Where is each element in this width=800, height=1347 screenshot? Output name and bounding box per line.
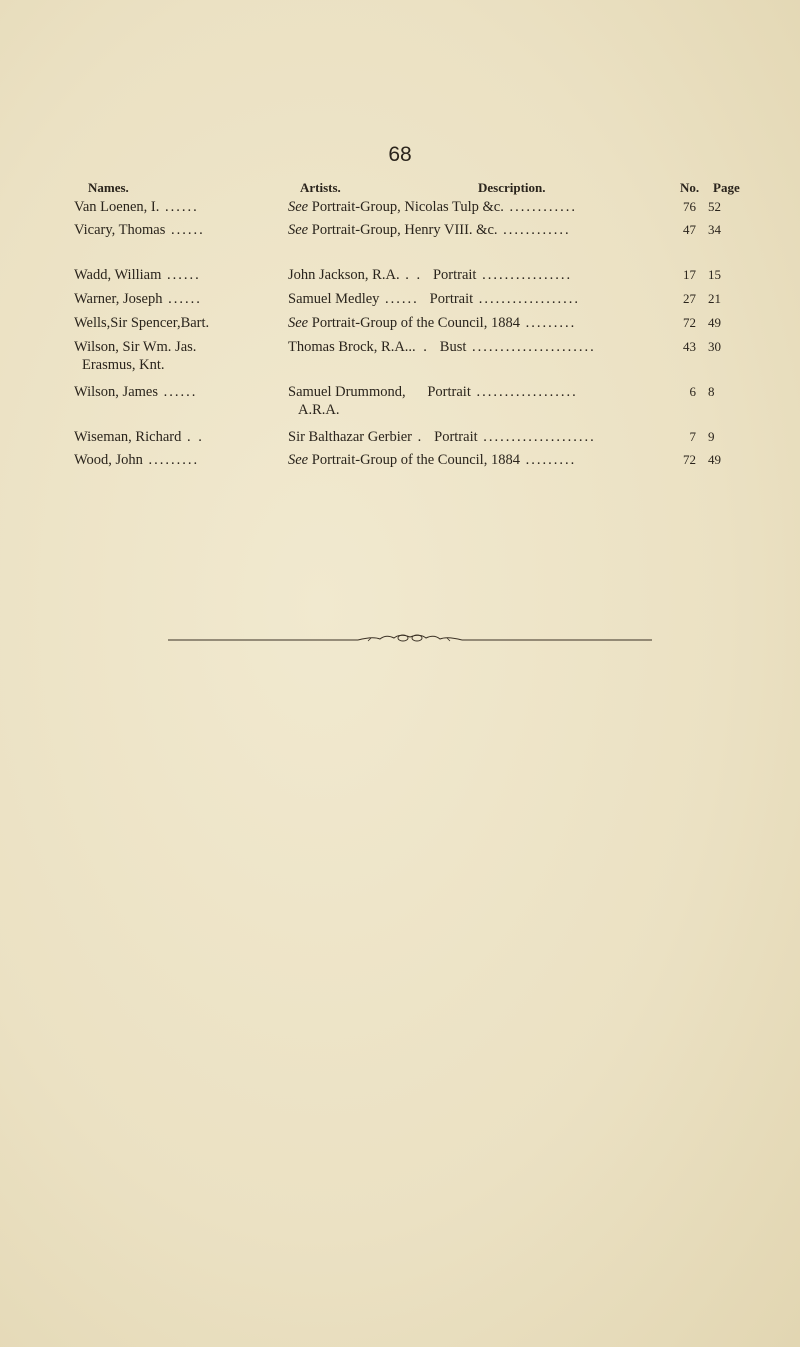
entry-name: Wilson, James [74, 384, 158, 400]
leader-dots: ...... [159, 199, 199, 215]
entry-artist: John Jackson, R.A. [288, 267, 400, 283]
table-row [0, 338, 800, 374]
header-names: Names. [88, 180, 129, 195]
leader-dots: .................. [473, 291, 581, 307]
entry-name: Warner, Joseph [74, 291, 163, 307]
entry-no: 6 [689, 384, 696, 399]
entry-artist: Samuel Medley [288, 291, 380, 307]
entry-description: Portrait [429, 267, 477, 283]
see-reference: See [288, 222, 309, 238]
entry-name: Van Loenen, I. [74, 199, 160, 215]
leader-dots: ...... [379, 291, 419, 307]
entry-no: 72 [683, 315, 696, 330]
entry-artist: Samuel Drummond, [288, 384, 406, 400]
leader-dots: . . [399, 267, 423, 283]
entry-name-continued: Erasmus, Knt. [82, 357, 165, 373]
leader-dots: ............ [497, 222, 571, 238]
entry-name: Wiseman, Richard [74, 429, 182, 445]
column-headers [0, 180, 800, 200]
header-no: No. [680, 180, 700, 195]
leader-dots: ......... [519, 452, 577, 468]
table-row [0, 383, 800, 419]
entry-no: 47 [683, 222, 696, 237]
entry-no: 7 [689, 429, 696, 444]
entry-description: Portrait-Group of the Council, 1884 [308, 315, 520, 331]
see-reference: See [288, 452, 309, 468]
entry-no: 72 [683, 452, 696, 467]
leader-dots: ............ [503, 199, 577, 215]
entry-no: 27 [683, 291, 696, 306]
entry-name: Wood, John [74, 452, 143, 468]
leader-dots: ...... [165, 222, 205, 238]
entry-page: 8 [708, 384, 715, 399]
leader-dots: . . [412, 339, 429, 355]
leader-dots: ......... [519, 315, 577, 331]
entry-no: 43 [683, 339, 696, 354]
entry-artist: Thomas Brock, R.A.. [288, 339, 413, 355]
entry-page: 34 [708, 222, 721, 237]
entry-page: 21 [708, 291, 721, 306]
entry-no: 17 [683, 267, 696, 282]
see-reference: See [288, 199, 309, 215]
entry-page: 49 [708, 452, 721, 467]
leader-dots: ...................... [466, 339, 596, 355]
page-number: 68 [388, 143, 412, 166]
leader-dots: ...... [162, 291, 202, 307]
entry-name: Wells,Sir Spencer,Bart. [74, 315, 210, 331]
leader-dots: ................ [476, 267, 573, 283]
leader-dots: ...... [161, 267, 201, 283]
entry-page: 49 [708, 315, 721, 330]
entry-no: 76 [683, 199, 696, 214]
entry-description: Portrait-Group of the Council, 1884 [308, 452, 520, 468]
entry-name: Wadd, William [74, 267, 162, 283]
entry-page: 30 [708, 339, 721, 354]
entry-description: Portrait [426, 291, 474, 307]
entry-page: 9 [708, 429, 715, 444]
entry-description: Portrait-Group, Henry VIII. &c. [308, 222, 498, 238]
leader-dots: .................... [477, 429, 596, 445]
entry-description: Portrait [423, 384, 471, 400]
entry-artist-continued: A.R.A. [298, 402, 340, 418]
leader-dots: . . [181, 429, 204, 445]
entry-description: Portrait-Group, Nicolas Tulp &c. [308, 199, 504, 215]
leader-dots: . [412, 429, 424, 445]
entry-artist: Sir Balthazar Gerbier [288, 429, 413, 445]
entry-page: 52 [708, 199, 721, 214]
see-reference: See [288, 315, 309, 331]
entry-page: 15 [708, 267, 721, 282]
leader-dots: .................. [470, 384, 578, 400]
ornamental-rule [168, 632, 652, 648]
entry-name: Wilson, Sir Wm. Jas. [74, 339, 197, 355]
header-page: Page [713, 180, 740, 195]
leader-dots: ...... [158, 384, 198, 400]
header-description: Description. [478, 180, 546, 195]
entry-name: Vicary, Thomas [74, 222, 166, 238]
leader-dots: ......... [142, 452, 200, 468]
entry-description: Portrait [430, 429, 478, 445]
header-artists: Artists. [300, 180, 341, 195]
entry-description: Bust [436, 339, 467, 355]
